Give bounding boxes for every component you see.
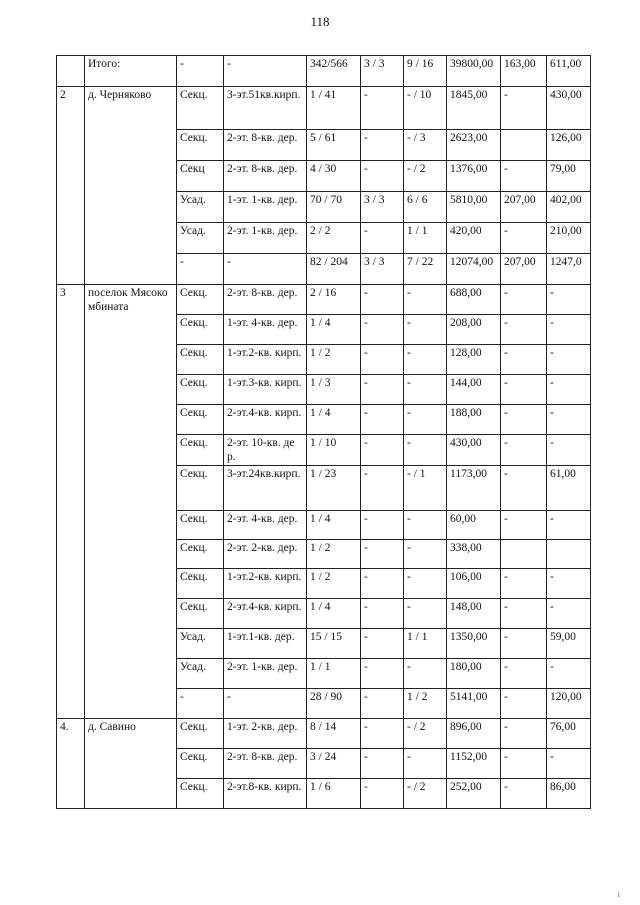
col-7-cell: 7 / 22	[404, 254, 447, 285]
col-7-cell: -	[404, 540, 447, 569]
building-desc-cell: 2-эт. 8-кв. дер.	[224, 161, 307, 192]
building-type-cell: Секц.	[177, 375, 224, 405]
col-10-cell: -	[547, 659, 591, 689]
building-desc-cell: 2-эт. 1-кв. дер.	[224, 659, 307, 689]
col-9-cell: -	[501, 511, 547, 540]
col-10-cell: -	[547, 345, 591, 375]
col-10-cell: 126,00	[547, 130, 591, 161]
housing-table	[56, 55, 591, 809]
col-9-cell: -	[501, 375, 547, 405]
col-9-cell: -	[501, 315, 547, 345]
area-cell: 252,00	[447, 779, 501, 809]
col-7-cell: - / 10	[404, 87, 447, 130]
col-7-cell: - / 3	[404, 130, 447, 161]
houses-apartments-cell: 1 / 4	[307, 511, 361, 540]
col-7-cell: -	[404, 659, 447, 689]
table-row	[57, 87, 591, 130]
area-cell: 1173,00	[447, 466, 501, 511]
area-cell: 688,00	[447, 285, 501, 315]
houses-apartments-cell: 2 / 16	[307, 285, 361, 315]
building-desc-cell: 1-эт. 1-кв. дер.	[224, 192, 307, 223]
col-9-cell: -	[501, 285, 547, 315]
col-10-cell: 402,00	[547, 192, 591, 223]
col-7-cell: -	[404, 405, 447, 435]
houses-apartments-cell: 1 / 6	[307, 779, 361, 809]
col-9-cell: -	[501, 749, 547, 779]
col-7-cell: -	[404, 345, 447, 375]
col-9-cell: -	[501, 345, 547, 375]
houses-apartments-cell: 2 / 2	[307, 223, 361, 254]
col-10-cell: 61,00	[547, 466, 591, 511]
building-type-cell: Усад.	[177, 659, 224, 689]
col-7-cell: -	[404, 435, 447, 466]
area-cell: 420,00	[447, 223, 501, 254]
building-type-cell: Секц.	[177, 345, 224, 375]
building-desc-cell: 1-эт.3-кв. кирп.	[224, 375, 307, 405]
building-type-cell: Секц.	[177, 599, 224, 629]
settlement-cell: поселок Мясокомбината	[85, 285, 177, 719]
area-cell: 430,00	[447, 435, 501, 466]
area-cell: 148,00	[447, 599, 501, 629]
area-cell: 5141,00	[447, 689, 501, 719]
houses-apartments-cell: 1 / 2	[307, 569, 361, 599]
col-6-cell: -	[361, 540, 404, 569]
col-10-cell: -	[547, 285, 591, 315]
building-desc-cell: 2-эт. 10-кв. дер.	[224, 435, 307, 466]
col-9-cell: -	[501, 629, 547, 659]
area-cell: 1845,00	[447, 87, 501, 130]
building-desc-cell: 2-эт. 1-кв. дер.	[224, 223, 307, 254]
col-7-cell: -	[404, 315, 447, 345]
col-7-cell: 6 / 6	[404, 192, 447, 223]
col-9-cell: -	[501, 466, 547, 511]
col-9-cell	[501, 130, 547, 161]
building-type-cell: Секц.	[177, 466, 224, 511]
col-7-cell: -	[404, 511, 447, 540]
col-7-cell: -	[404, 375, 447, 405]
col-9-cell: 207,00	[501, 192, 547, 223]
area-cell: 1350,00	[447, 629, 501, 659]
col-6-cell: -	[361, 405, 404, 435]
col-10-cell: -	[547, 375, 591, 405]
houses-apartments-cell: 8 / 14	[307, 719, 361, 749]
area-cell: 1152,00	[447, 749, 501, 779]
col-9-cell: -	[501, 405, 547, 435]
building-type-cell: Секц.	[177, 719, 224, 749]
building-type-cell: Секц	[177, 161, 224, 192]
col-6-cell: -	[361, 779, 404, 809]
building-desc-cell: 2-эт. 8-кв. дер.	[224, 130, 307, 161]
building-desc-cell: 2-эт.4-кв. кирп.	[224, 599, 307, 629]
building-desc-cell: 1-эт.2-кв. кирп.	[224, 345, 307, 375]
col-10-cell: 79,00	[547, 161, 591, 192]
houses-apartments-cell: 5 / 61	[307, 130, 361, 161]
footer-mark: ı	[617, 889, 620, 899]
area-cell: 208,00	[447, 315, 501, 345]
building-desc-cell: 1-эт.2-кв. кирп.	[224, 569, 307, 599]
building-type-cell: -	[177, 254, 224, 285]
settlement-cell: Итого:	[85, 56, 177, 87]
settlement-cell: д. Савино	[85, 719, 177, 809]
area-cell: 1376,00	[447, 161, 501, 192]
col-9-cell: -	[501, 659, 547, 689]
col-7-cell: -	[404, 285, 447, 315]
area-cell: 144,00	[447, 375, 501, 405]
houses-apartments-cell: 1 / 41	[307, 87, 361, 130]
col-10-cell: -	[547, 569, 591, 599]
col-6-cell: -	[361, 749, 404, 779]
col-9-cell: -	[501, 87, 547, 130]
col-10-cell: -	[547, 315, 591, 345]
houses-apartments-cell: 4 / 30	[307, 161, 361, 192]
houses-apartments-cell: 3 / 24	[307, 749, 361, 779]
col-6-cell: -	[361, 87, 404, 130]
col-10-cell: 86,00	[547, 779, 591, 809]
col-6-cell: 3 / 3	[361, 192, 404, 223]
building-type-cell: Секц.	[177, 540, 224, 569]
col-6-cell: -	[361, 466, 404, 511]
col-10-cell: 59,00	[547, 629, 591, 659]
building-type-cell: Усад.	[177, 629, 224, 659]
houses-apartments-cell: 1 / 10	[307, 435, 361, 466]
table-body	[57, 56, 591, 809]
col-6-cell: -	[361, 315, 404, 345]
col-9-cell: -	[501, 435, 547, 466]
col-7-cell: -	[404, 569, 447, 599]
col-6-cell: 3 / 3	[361, 56, 404, 87]
col-10-cell: -	[547, 749, 591, 779]
col-9-cell: 207,00	[501, 254, 547, 285]
building-desc-cell: 1-эт. 4-кв. дер.	[224, 315, 307, 345]
building-type-cell: -	[177, 689, 224, 719]
building-desc-cell: 2-эт.8-кв. кирп.	[224, 779, 307, 809]
houses-apartments-cell: 342/566	[307, 56, 361, 87]
col-9-cell	[501, 540, 547, 569]
col-6-cell: -	[361, 345, 404, 375]
col-9-cell: -	[501, 161, 547, 192]
col-9-cell: -	[501, 689, 547, 719]
col-10-cell	[547, 540, 591, 569]
area-cell: 896,00	[447, 719, 501, 749]
col-6-cell: -	[361, 569, 404, 599]
col-7-cell: 9 / 16	[404, 56, 447, 87]
building-desc-cell: 2-эт. 4-кв. дер.	[224, 511, 307, 540]
col-10-cell: -	[547, 599, 591, 629]
col-6-cell: -	[361, 629, 404, 659]
col-9-cell: -	[501, 599, 547, 629]
col-9-cell: -	[501, 719, 547, 749]
col-6-cell: -	[361, 659, 404, 689]
building-desc-cell: 2-эт. 2-кв. дер.	[224, 540, 307, 569]
building-desc-cell: 3-эт.51кв.кирп.	[224, 87, 307, 130]
houses-apartments-cell: 1 / 2	[307, 345, 361, 375]
col-10-cell: 611,00	[547, 56, 591, 87]
building-desc-cell: 2-эт. 8-кв. дер.	[224, 285, 307, 315]
col-7-cell: 1 / 1	[404, 223, 447, 254]
area-cell: 180,00	[447, 659, 501, 689]
row-number-cell: 4.	[57, 719, 85, 809]
col-9-cell: -	[501, 569, 547, 599]
col-6-cell: -	[361, 599, 404, 629]
houses-apartments-cell: 1 / 4	[307, 599, 361, 629]
col-6-cell: -	[361, 285, 404, 315]
col-10-cell: 120,00	[547, 689, 591, 719]
area-cell: 188,00	[447, 405, 501, 435]
col-6-cell: -	[361, 719, 404, 749]
table-row	[57, 719, 591, 749]
building-desc-cell: 2-эт. 8-кв. дер.	[224, 749, 307, 779]
area-cell: 39800,00	[447, 56, 501, 87]
col-6-cell: -	[361, 161, 404, 192]
area-cell: 12074,00	[447, 254, 501, 285]
houses-apartments-cell: 1 / 23	[307, 466, 361, 511]
building-type-cell: Секц.	[177, 779, 224, 809]
table-row	[57, 285, 591, 315]
col-9-cell: -	[501, 779, 547, 809]
building-type-cell: Секц.	[177, 569, 224, 599]
houses-apartments-cell: 1 / 4	[307, 405, 361, 435]
col-6-cell: -	[361, 223, 404, 254]
col-10-cell: 76,00	[547, 719, 591, 749]
col-7-cell: -	[404, 749, 447, 779]
col-7-cell: - / 2	[404, 779, 447, 809]
col-10-cell: 210,00	[547, 223, 591, 254]
building-desc-cell: 2-эт.4-кв. кирп.	[224, 405, 307, 435]
page-number: 118	[310, 14, 330, 29]
col-7-cell: 1 / 2	[404, 689, 447, 719]
building-desc-cell: -	[224, 254, 307, 285]
col-6-cell: -	[361, 130, 404, 161]
area-cell: 128,00	[447, 345, 501, 375]
col-6-cell: -	[361, 511, 404, 540]
col-10-cell: -	[547, 435, 591, 466]
area-cell: 2623,00	[447, 130, 501, 161]
table-row	[57, 56, 591, 87]
area-cell: 338,00	[447, 540, 501, 569]
col-10-cell: -	[547, 511, 591, 540]
settlement-cell: д. Черняково	[85, 87, 177, 285]
building-desc-cell: 1-эт.1-кв. дер.	[224, 629, 307, 659]
col-7-cell: 1 / 1	[404, 629, 447, 659]
building-type-cell: Секц.	[177, 87, 224, 130]
building-desc-cell: -	[224, 56, 307, 87]
building-type-cell: -	[177, 56, 224, 87]
col-9-cell: -	[501, 223, 547, 254]
building-desc-cell: -	[224, 689, 307, 719]
col-6-cell: -	[361, 435, 404, 466]
col-7-cell: - / 2	[404, 161, 447, 192]
area-cell: 60,00	[447, 511, 501, 540]
col-10-cell: -	[547, 405, 591, 435]
col-6-cell: -	[361, 689, 404, 719]
row-number-cell: 3	[57, 285, 85, 719]
building-type-cell: Секц.	[177, 130, 224, 161]
building-type-cell: Секц.	[177, 435, 224, 466]
building-type-cell: Секц.	[177, 315, 224, 345]
houses-apartments-cell: 70 / 70	[307, 192, 361, 223]
col-7-cell: -	[404, 599, 447, 629]
area-cell: 106,00	[447, 569, 501, 599]
col-10-cell: 1247,0	[547, 254, 591, 285]
col-10-cell: 430,00	[547, 87, 591, 130]
houses-apartments-cell: 82 / 204	[307, 254, 361, 285]
col-7-cell: - / 1	[404, 466, 447, 511]
houses-apartments-cell: 1 / 4	[307, 315, 361, 345]
col-9-cell: 163,00	[501, 56, 547, 87]
building-type-cell: Усад.	[177, 223, 224, 254]
col-7-cell: - / 2	[404, 719, 447, 749]
row-number-cell: 2	[57, 87, 85, 285]
houses-apartments-cell: 1 / 1	[307, 659, 361, 689]
building-type-cell: Секц.	[177, 285, 224, 315]
building-type-cell: Усад.	[177, 192, 224, 223]
building-type-cell: Секц.	[177, 749, 224, 779]
building-desc-cell: 1-эт. 2-кв. дер.	[224, 719, 307, 749]
building-type-cell: Секц.	[177, 511, 224, 540]
building-type-cell: Секц.	[177, 405, 224, 435]
houses-apartments-cell: 1 / 2	[307, 540, 361, 569]
row-number-cell	[57, 56, 85, 87]
houses-apartments-cell: 28 / 90	[307, 689, 361, 719]
col-6-cell: 3 / 3	[361, 254, 404, 285]
building-desc-cell: 3-эт.24кв.кирп.	[224, 466, 307, 511]
houses-apartments-cell: 15 / 15	[307, 629, 361, 659]
area-cell: 5810,00	[447, 192, 501, 223]
houses-apartments-cell: 1 / 3	[307, 375, 361, 405]
col-6-cell: -	[361, 375, 404, 405]
